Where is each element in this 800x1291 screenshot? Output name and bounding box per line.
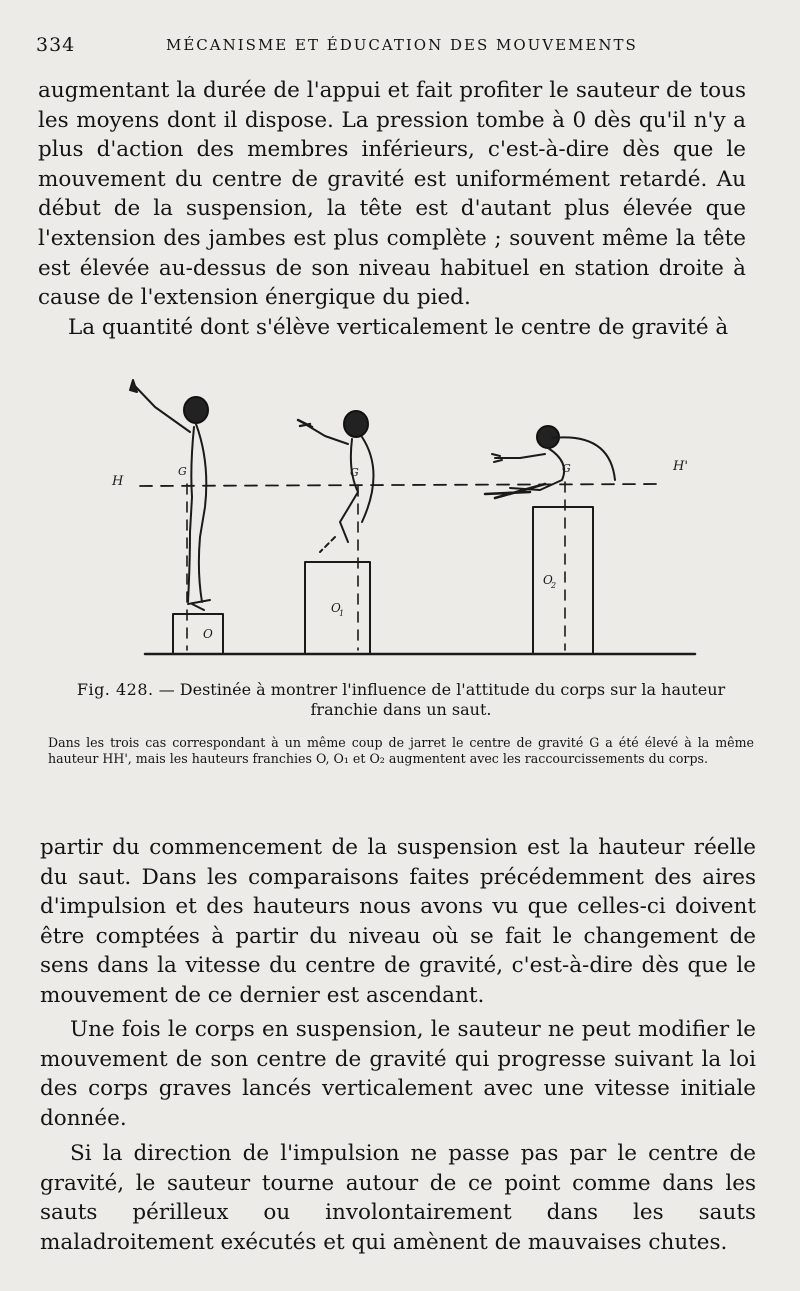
- label-o: O: [203, 627, 213, 641]
- paragraph-2: partir du commencement de la suspension est la hauteur réelle du saut. Dans les comparaisons faites précédemment des aires d'impulsion et des hauteurs nous avons vu que celles-ci doivent être comptées à partir du niveau où se fait le changement de sens dans la vitesse du centre de gravité, c'est-à-dire dès que le mouvement de ce dernier est ascendant.: [40, 835, 756, 1008]
- box-o2: [533, 507, 593, 654]
- paragraph-1b-text: La quantité dont s'élève verticalement le centre de gravité à: [68, 314, 729, 340]
- page-header: [36, 34, 756, 62]
- label-g2: G: [350, 466, 359, 479]
- label-g3: G: [562, 462, 571, 475]
- running-title: MÉCANISME ET ÉDUCATION DES MOUVEMENTS: [166, 36, 638, 54]
- gravity-line-hh: [140, 484, 660, 486]
- label-g1: G: [178, 465, 187, 478]
- page-number: 334: [36, 34, 76, 56]
- paragraph-3: Une fois le corps en suspension, le sauteur ne peut modifier le mouvement de son centre de gravité qui progresse suivant la loi des corps graves lancés verticalement avec une vitesse initiale donnée.: [40, 1017, 756, 1131]
- label-o1-sub: 1: [339, 609, 345, 618]
- figure-caption-label: Fig. 428.: [76, 680, 154, 699]
- label-o2: O: [543, 573, 553, 587]
- jump-diagram: [100, 372, 720, 672]
- box-o: [173, 614, 223, 654]
- paragraph-1: [38, 76, 746, 342]
- jumper-3-figure: [485, 426, 615, 498]
- figure-caption: [48, 680, 754, 720]
- paragraph-1-text: augmentant la durée de l'appui et fait profiter le sauteur de tous les moyens dont il dispose. La pression tombe à 0 dès qu'il n'y a plus d'action des membres inférieurs, c'est-à-dire dès que le mouvement du centre de gravité est uniformément retardé. Au début de la suspension, la tête est d'autant plus élevée que l'extension des jambes est plus complète ; souvent même la tête est élevée au-dessus de son niveau habituel en station droite à cause de l'extension énergique du pied.: [38, 78, 746, 311]
- jumper-1-figure: [130, 380, 210, 610]
- paragraph-4: Si la direction de l'impulsion ne passe pas par le centre de gravité, le sauteur tourne autour de ce point comme dans les sauts périlleux ou involontairement dans les sauts maladroitement exécutés et qui amènent de mauvaises chutes.: [40, 1141, 756, 1255]
- label-o2-sub: 2: [551, 581, 557, 590]
- label-o1: O: [331, 601, 341, 615]
- label-h-prime: H': [673, 459, 688, 474]
- jumper-2-figure: [298, 411, 374, 552]
- figure-428: [100, 372, 720, 672]
- label-h: H: [112, 474, 124, 489]
- figure-note: Dans les trois cas correspondant à un même coup de jarret le centre de gravité G a été élevé à la même hauteur HH', mais les hauteurs franchies O, O₁ et O₂ augmentent avec les raccourcissements du corps.: [48, 735, 754, 766]
- figure-caption-text: — Destinée à montrer l'influence de l'attitude du corps sur la hauteur franchie dans un saut.: [158, 680, 726, 719]
